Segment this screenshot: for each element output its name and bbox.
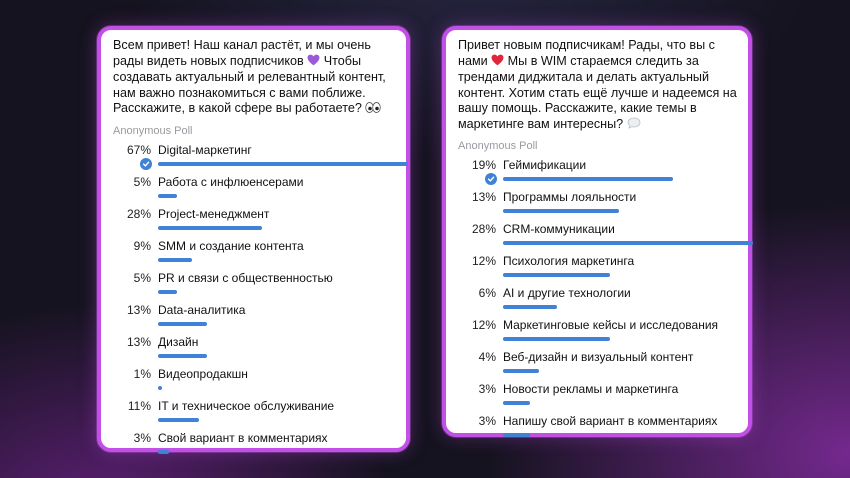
selected-check-icon <box>485 173 497 185</box>
option-label: SMM и создание контента <box>158 238 304 253</box>
option-label: Психология маркетинга <box>503 254 635 268</box>
poll-option[interactable] <box>113 399 396 431</box>
poll-option[interactable] <box>113 143 396 175</box>
poll-option[interactable] <box>458 158 738 190</box>
option-result-bar <box>503 177 673 181</box>
option-label: Напишу свой вариант в комментариях <box>503 414 718 428</box>
option-result-bar <box>158 322 207 326</box>
option-label: Дизайн <box>158 334 199 349</box>
option-label: Новости рекламы и маркетинга <box>503 382 679 396</box>
question-text-part: Мы в WIM стараемся следить за трендами диджитала и делать актуальный контент. Хотим стать ещё лучше и надеемся на вашу помощь. Расскажите, какие темы в маркетинге вам интересны? <box>458 53 737 131</box>
poll-option[interactable] <box>458 382 738 414</box>
poll-option[interactable] <box>458 254 738 286</box>
poll-option[interactable] <box>113 239 396 271</box>
option-result-bar <box>503 209 619 213</box>
option-result-bar <box>158 194 177 198</box>
option-label: CRM-коммуникации <box>503 222 615 236</box>
poll-options <box>113 143 396 463</box>
option-percent: 6% <box>478 286 496 300</box>
option-label: Веб-дизайн и визуальный контент <box>503 350 694 364</box>
poll-option[interactable] <box>113 303 396 335</box>
option-percent: 12% <box>471 254 496 268</box>
poll-options <box>458 158 738 446</box>
option-label: Видеопродакшн <box>158 366 248 381</box>
option-percent: 67% <box>126 142 151 157</box>
poll-option[interactable] <box>113 335 396 367</box>
option-result-bar <box>158 354 207 358</box>
option-result-bar <box>158 258 192 262</box>
red-heart-icon <box>491 54 504 71</box>
poll-option[interactable] <box>458 414 738 446</box>
poll-type-label: Anonymous Poll <box>458 140 538 152</box>
option-percent: 28% <box>471 222 496 236</box>
poll-option[interactable] <box>113 271 396 303</box>
option-result-bar <box>503 305 557 309</box>
option-label: Маркетинговые кейсы и исследования <box>503 318 719 332</box>
question-text-part: Чтобы создавать актуальный и релевантный контент, нам важно познакомиться с вами поближе. Расскажите, в какой сфере вы работаете? <box>113 53 386 115</box>
option-label: Project-менеджмент <box>158 206 270 221</box>
poll-question <box>458 38 738 133</box>
option-label: Data-аналитика <box>158 302 246 317</box>
option-percent: 13% <box>126 334 151 349</box>
option-percent: 13% <box>126 302 151 317</box>
option-percent: 3% <box>133 430 151 445</box>
option-result-bar <box>158 450 169 454</box>
poll-option[interactable] <box>458 222 738 254</box>
option-percent: 19% <box>471 158 496 172</box>
option-result-bar <box>503 273 610 277</box>
option-label: Геймификации <box>503 158 587 172</box>
option-result-bar <box>503 433 530 437</box>
poll-type-label: Anonymous Poll <box>113 124 193 137</box>
option-result-bar <box>503 241 753 245</box>
poll-option[interactable] <box>113 431 396 463</box>
option-percent: 3% <box>478 382 496 396</box>
option-percent: 3% <box>478 414 496 428</box>
option-percent: 9% <box>133 238 151 253</box>
poll-option[interactable] <box>113 207 396 239</box>
option-result-bar <box>158 162 408 166</box>
option-result-bar <box>158 226 262 230</box>
option-percent: 5% <box>133 174 151 189</box>
eyes-icon <box>365 102 381 118</box>
option-result-bar <box>158 290 177 294</box>
option-label: Программы лояльности <box>503 190 637 204</box>
option-result-bar <box>503 337 610 341</box>
option-result-bar <box>503 369 539 373</box>
poll-card-left <box>97 26 410 452</box>
option-percent: 28% <box>126 206 151 221</box>
question-text-part: Привет новым подписчикам! Рады, что вы с нами <box>458 38 715 68</box>
option-label: IT и техническое обслуживание <box>158 398 335 413</box>
option-label: Свой вариант в комментариях <box>158 430 328 445</box>
purple-heart-icon <box>307 54 320 71</box>
option-percent: 12% <box>471 318 496 332</box>
question-text-part: Всем привет! Наш канал растёт, и мы очень рады видеть новых подписчиков <box>113 38 371 68</box>
option-result-bar <box>158 386 162 390</box>
option-percent: 11% <box>127 398 151 413</box>
option-percent: 13% <box>471 190 496 204</box>
poll-option[interactable] <box>113 175 396 207</box>
option-label: AI и другие технологии <box>503 286 631 300</box>
speech-bubble-icon <box>627 117 641 134</box>
option-percent: 4% <box>478 350 496 364</box>
option-result-bar <box>158 418 199 422</box>
poll-card-right <box>442 26 752 437</box>
selected-check-icon <box>140 158 152 170</box>
option-percent: 5% <box>133 270 151 285</box>
option-label: PR и связи с общественностью <box>158 270 333 285</box>
option-label: Работа с инфлюенсерами <box>158 174 304 189</box>
poll-option[interactable] <box>458 286 738 318</box>
poll-option[interactable] <box>458 350 738 382</box>
option-label: Digital-маркетинг <box>158 142 252 157</box>
option-percent: 1% <box>133 366 151 381</box>
poll-option[interactable] <box>458 190 738 222</box>
option-result-bar <box>503 401 530 405</box>
poll-option[interactable] <box>458 318 738 350</box>
poll-option[interactable] <box>113 367 396 399</box>
poll-question <box>113 38 396 118</box>
